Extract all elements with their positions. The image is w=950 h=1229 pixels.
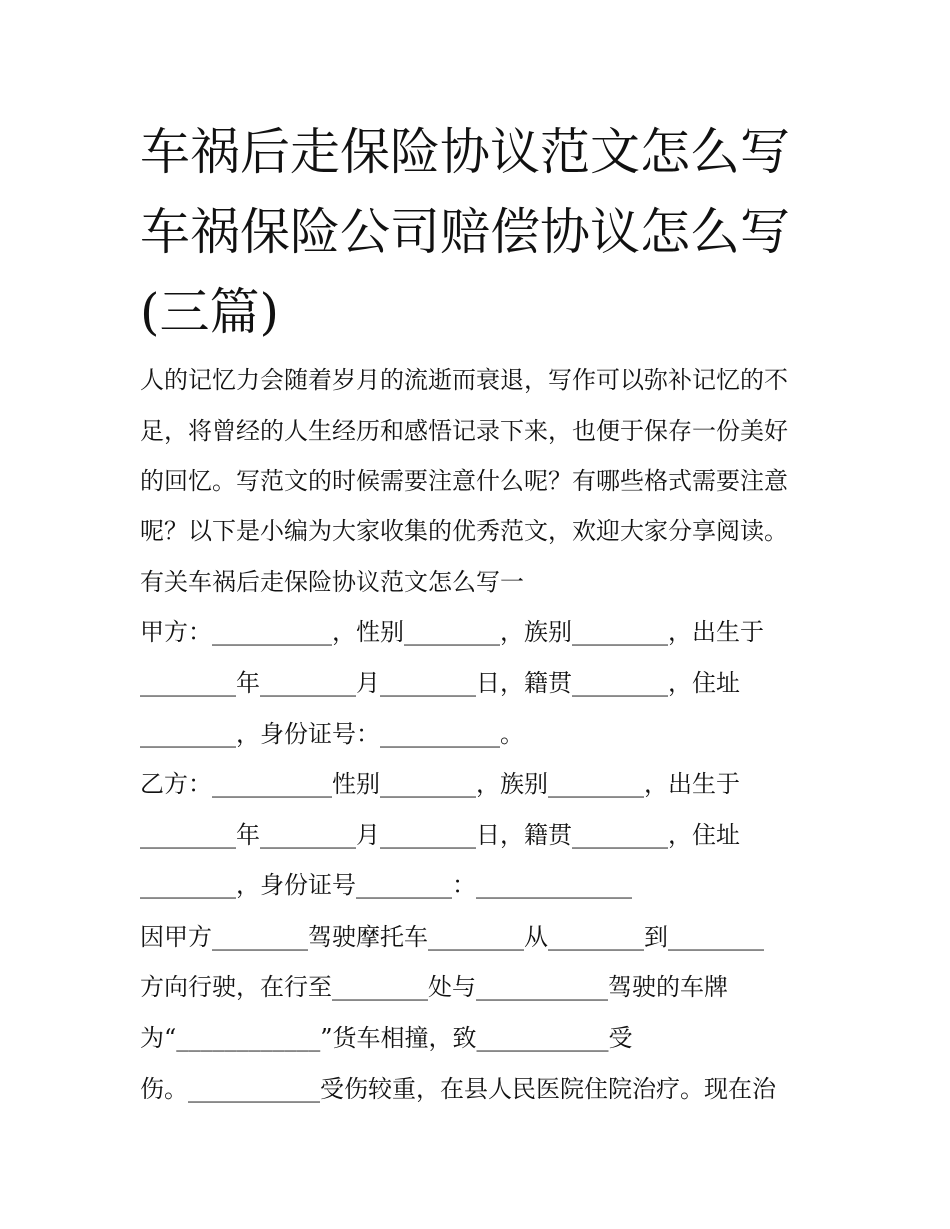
- party-a-line-3: ________，身份证号：__________。: [140, 720, 524, 748]
- party-a-line-1: 甲方：__________，性别________，族别________，出生于: [140, 618, 764, 646]
- intro-line-1: 人的记忆力会随着岁月的流逝而衰退，写作可以弥补记忆的不: [140, 366, 788, 394]
- party-b-line-3: ________，身份证号________：_____________: [140, 871, 632, 899]
- intro-line-3: 的回忆。写范文的时候需要注意什么呢？有哪些格式需要注意: [140, 467, 788, 495]
- title-line-2: 车祸保险公司赔偿协议怎么写: [140, 203, 790, 261]
- party-a-line-2: ________年________月________日，籍贯________，住址: [140, 669, 740, 697]
- party-b-line-1: 乙方：__________性别________，族别________，出生于: [140, 770, 740, 798]
- document-title: [140, 112, 820, 352]
- accident-line-2: 方向行驶，在行至________处与___________驾驶的车牌: [140, 973, 728, 1001]
- title-line-1: 车祸后走保险协议范文怎么写: [140, 123, 790, 181]
- intro-line-4: 呢？以下是小编为大家收集的优秀范文，欢迎大家分享阅读。: [140, 517, 788, 545]
- intro-line-2: 足，将曾经的人生经历和感悟记录下来，也便于保存一份美好: [140, 417, 788, 445]
- title-line-3: (三篇): [140, 283, 280, 341]
- accident-line-3: 为“____________”货车相撞，致___________受: [140, 1024, 633, 1052]
- accident-line-1: 因甲方________驾驶摩托车________从________到________: [140, 923, 764, 951]
- accident-line-4: 伤。___________受伤较重，在县人民医院住院治疗。现在治: [140, 1075, 776, 1103]
- party-b-line-2: ________年________月________日，籍贯________，住址: [140, 821, 740, 849]
- section-heading: 有关车祸后走保险协议范文怎么写一: [140, 568, 524, 596]
